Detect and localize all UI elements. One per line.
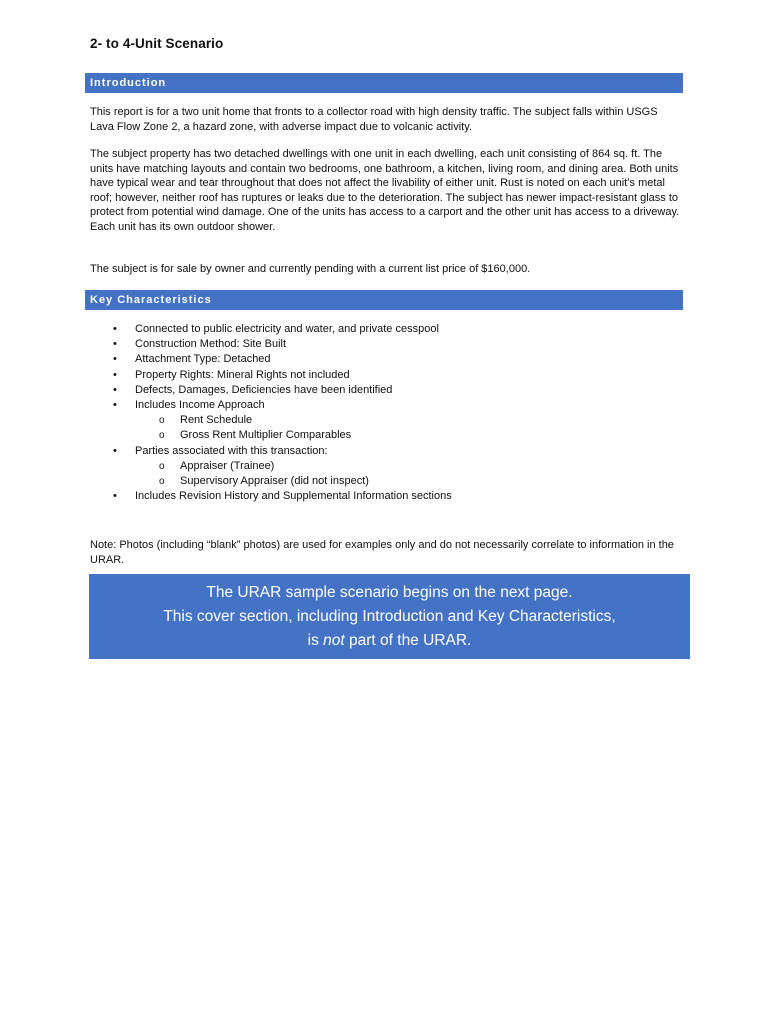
sub-list-item-text: Supervisory Appraiser (did not inspect) [180, 475, 369, 488]
key-characteristics-list [90, 322, 682, 504]
list-item [90, 398, 682, 444]
intro-paragraph-3: The subject is for sale by owner and currently pending with a current list price of $160,000. [90, 263, 531, 275]
callout-box [89, 574, 690, 659]
callout-line-3-start: is [307, 632, 324, 649]
list-item-text: Construction Method: Site Built [135, 338, 287, 351]
section-header-introduction: Introduction [85, 73, 683, 93]
sub-list-item [135, 428, 682, 443]
section-header-key-characteristics: Key Characteristics [85, 290, 683, 310]
callout-line-2: This cover section, including Introduction and Key Characteristics, [163, 608, 616, 625]
list-item-text: Connected to public electricity and water, and private cesspool [135, 323, 439, 335]
list-item-text: Includes Income Approach [135, 399, 265, 412]
list-item [90, 444, 682, 490]
list-item [90, 489, 682, 504]
list-item-text: Parties associated with this transaction: [135, 444, 328, 457]
list-item [90, 322, 682, 337]
sub-list-item-text: Appraiser (Trainee) [180, 459, 275, 472]
page-title: 2- to 4-Unit Scenario [90, 36, 224, 51]
sub-list-item-text: Rent Schedule [180, 414, 253, 427]
intro-paragraph-2: The subject property has two detached dwellings with one unit in each dwelling, each unit consisting of 864 sq. ft. The units have matching layouts and contain two bedrooms, one bathroom, a kitchen, living room, and dining area. Both units have typical wear and tear throughout that does not affect the livability of either unit. Rust is noted on each unit’s metal roof; however, neither roof has ruptures or leaks due to the deterioration. The subject has newer impact-resistant glass to protect from potential wind damage. One of the units has access to a carport and the other unit has access to a driveway. Each unit has its own outdoor shower. [90, 148, 680, 233]
callout-line-3 [89, 629, 690, 653]
list-item-text: Property Rights: Mineral Rights not included [135, 368, 350, 381]
list-item [90, 368, 682, 383]
sub-list-item [135, 459, 682, 474]
sub-list-item-text: Gross Rent Multiplier Comparables [180, 429, 352, 442]
sub-list [135, 413, 682, 443]
list-item-text: Attachment Type: Detached [135, 353, 271, 366]
list-item [90, 383, 682, 398]
sub-list-item [135, 413, 682, 428]
list-item [90, 337, 682, 352]
callout-emphasis: not [323, 632, 345, 649]
intro-paragraph-1: This report is for a two unit home that fronts to a collector road with high density traffic. The subject falls within USGS Lava Flow Zone 2, a hazard zone, with adverse impact due to volcanic activity. [90, 106, 658, 133]
photo-note: Note: Photos (including “blank” photos) are used for examples only and do not necessarily correlate to information in the URAR. [90, 539, 674, 566]
list-item-text: Includes Revision History and Supplemental Information sections [135, 490, 452, 503]
callout-line-1: The URAR sample scenario begins on the next page. [206, 584, 573, 601]
callout-line-3-end: part of the URAR. [344, 632, 472, 649]
list-item-text: Defects, Damages, Deficiencies have been identified [135, 383, 393, 396]
sub-list [135, 459, 682, 489]
list-item [90, 352, 682, 367]
sub-list-item [135, 474, 682, 489]
